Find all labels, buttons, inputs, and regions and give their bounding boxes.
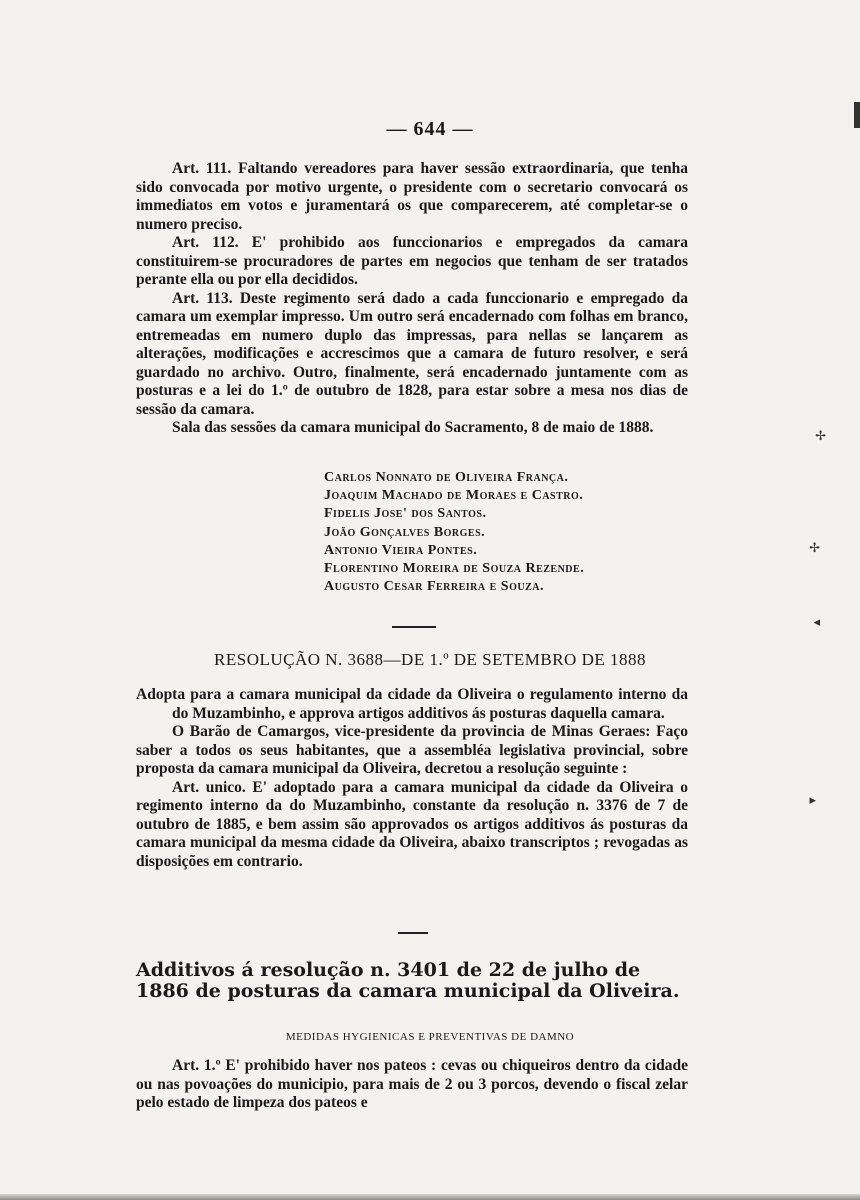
- resolution-heading: RESOLUÇÃO N. 3688—DE 1.º DE SETEMBRO DE 1888: [214, 650, 646, 669]
- article-113: Art. 113. Deste regimento será dado a cada funccionario e empregado da camara um exemplar impresso. Um outro será encadernado com folhas em branco, entremeadas em numero duplo das impressas, para nellas se lançarem as alterações, modificações e accrescimos que a camara de futuro resolver, e será guardado no archivo. Outro, finalmente, será encadernado juntamente com as posturas e a lei do 1.º de outubro de 1828, para estar sobre a mesa nos dias de sessão da camara.: [136, 289, 688, 418]
- signature-line: Augusto Cesar Ferreira e Souza.: [324, 579, 544, 595]
- margin-mark: ▸: [809, 792, 816, 807]
- signature-line: João Gonçalves Borges.: [324, 524, 486, 540]
- section-divider: [398, 932, 428, 934]
- medidas-heading: MEDIDAS HYGIENICAS E PREVENTIVAS DE DAMNO: [285, 1031, 575, 1043]
- section-divider: [392, 626, 436, 628]
- margin-mark: ✢: [809, 540, 820, 555]
- article-1-block: [136, 1057, 688, 1113]
- article-111: Art. 111. Faltando vereadores para haver sessão extraordinaria, que tenha sido convocada por motivo urgente, o presidente com o secretario convocará os immediatos em votos e juramentará os que comparecerem, até completar-se o numero preciso.: [136, 160, 688, 233]
- margin-mark: ✢: [815, 428, 826, 443]
- margin-mark: ◂: [813, 614, 820, 629]
- signatures-list: [324, 469, 684, 596]
- article-1: Art. 1.º E' prohibido haver nos pateos : cevas ou chiqueiros dentro da cidade ou nas povoações do municipio, para mais de 2 ou 3 porcos, devendo o fiscal zelar pelo estado de limpeza dos pateos e: [136, 1057, 688, 1111]
- articles-block: [136, 160, 688, 438]
- signature-line: Antonio Vieira Pontes.: [324, 542, 478, 558]
- page-number: — 644 —: [386, 118, 474, 140]
- session-date-line: Sala das sessões da camara municipal do Sacramento, 8 de maio de 1888.: [172, 419, 654, 436]
- signature-line: Joaquim Machado de Moraes e Castro.: [324, 488, 584, 504]
- signature-line: Fidelis Jose' dos Santos.: [324, 506, 487, 522]
- article-112: Art. 112. E' prohibido aos funccionarios e empregados da camara constituirem-se procuradores de partes em negocios que tenham de ser tratados perante ella ou por ella decididos.: [136, 234, 688, 288]
- page-bottom-edge: [0, 1194, 860, 1200]
- resolution-block: [136, 686, 688, 871]
- signature-line: Carlos Nonnato de Oliveira França.: [324, 470, 569, 485]
- article-unico: Art. unico. E' adoptado para a camara municipal da cidade da Oliveira o regimento interno da do Muzambinho, constante da resolução n. 3376 de 7 de outubro de 1885, e bem assim são approvados os artigos additivos ás posturas da camara municipal da mesma cidade da Oliveira, abaixo transcriptos ; revogadas as disposições em contrario.: [136, 778, 688, 870]
- signature-line: Florentino Moreira de Souza Rezende.: [324, 561, 585, 577]
- resolution-summary: Adopta para a camara municipal da cidade da Oliveira o regulamento interno da do Muzambinho, e approva artigos additivos ás posturas daquella camara.: [136, 686, 688, 722]
- resolution-preamble: O Barão de Camargos, vice-presidente da provincia de Minas Geraes: Faço saber a todos os seus habitantes, que a assembléa legislativa provincial, sobre proposta da camara municipal da Oliveira, decretou a resolução seguinte :: [136, 723, 688, 777]
- additivos-title: Additivos á resolução n. 3401 de 22 de julho de 1886 de posturas da camara municipal da Oliveira.: [136, 959, 680, 1002]
